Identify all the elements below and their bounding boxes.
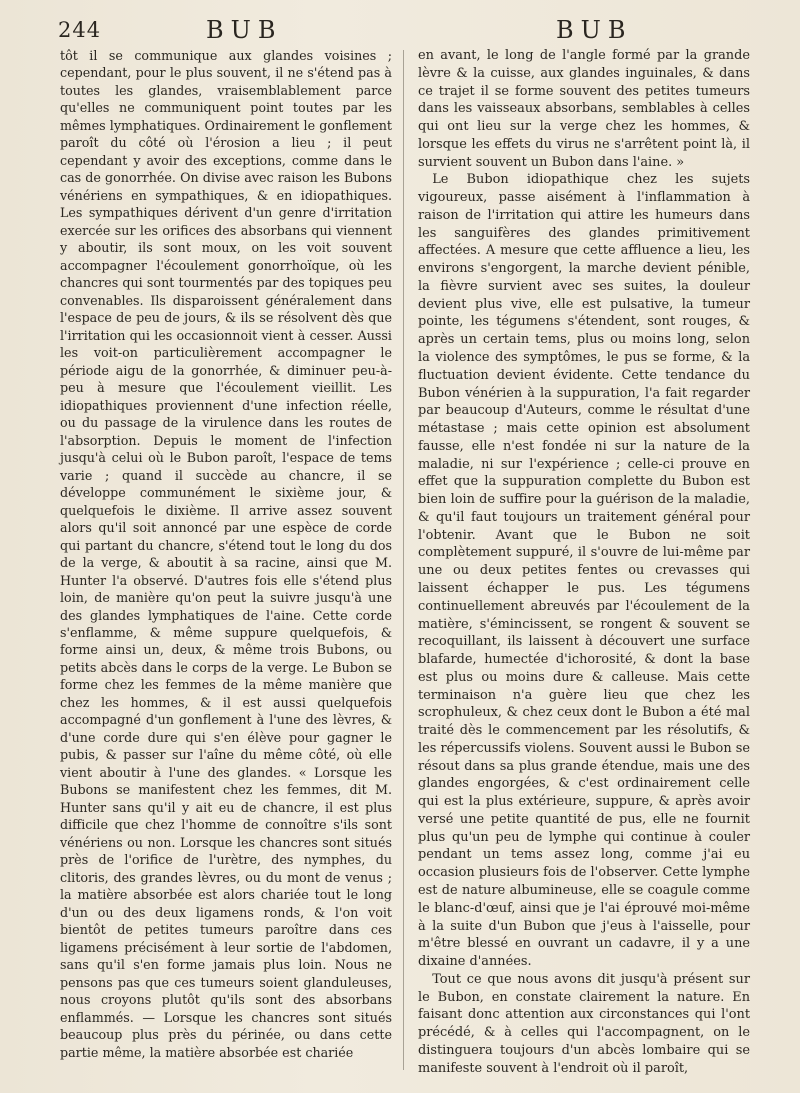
column-divider <box>403 50 404 1070</box>
paragraph: tôt il se communique aux glandes voisines ; cependant, pour le plus souvent, il ne s'étend pas à toutes les glandes, vraisemblablement parce qu'elles ne communiquent point toutes par les mêmes lymphatiques. Ordinairement le gonflement paroît du côté où l'érosion a lieu ; il peut cependant y avoir des exceptions, comme dans le cas de gonorrhée. On divise avec raison les Bubons vénériens en sympathiques, & en idiopathiques. Les sympathiques dérivent d'un genre d'irritation exercée sur les orifices des absorbans qui viennent y aboutir, ils sont moux, on les voit souvent accompagner l'écoulement gonorrhoïque, où les chancres qui sont tourmentés par des topiques peu convenables. Ils disparoissent généralement dans l'espace de peu de jours, & ils se résolvent dès que l'irritation qui les occasionnoit vient à cesser. Aussi les voit-on particulièrement accompagner le période aigu de la gonorrhée, & diminuer peu-à-peu à mesure que l'écoulement vieillit. Les idiopathiques proviennent d'une infection réelle, ou du passage de la virulence dans les routes de l'absorption. Depuis le moment de l'infection jusqu'à celui où le Bubon paroît, l'espace de tems varie ; quand il succède au chancre, il se développe communément le sixième jour, & quelquefois le dixième. Il arrive assez souvent alors qu'il soit annoncé par une espèce de corde qui partant du chancre, s'étend tout le long du dos de la verge, & aboutit à sa racine, ainsi que M. Hunter l'a observé. D'autres fois elle s'étend plus loin, de manière qu'on peut la suivre jusqu'à une des glandes lymphatiques de l'aine. Cette corde s'enflamme, & même suppure quelquefois, & forme ainsi un, deux, & même trois Bubons, ou petits abcès dans le corps de la verge. Le Bubon se forme chez les femmes de la même manière que chez les hommes, & il est aussi quelquefois accompagné d'un gonflement à l'une des lèvres, & d'une corde dure qui s'en élève pour gagner le pubis, & passer sur l'aîne du même côté, où elle vient aboutir à l'une des glandes. « Lorsque les Bubons se manifestent chez les femmes, dit M. Hunter sans qu'il y ait eu de chancre, il est plus difficile que chez l'homme de connoître s'ils sont vénériens ou non. Lorsque les chancres sont situés près de l'orifice de l'urètre, des nymphes, du clitoris, des grandes lèvres, ou du mont de venus ; la matière absorbée est alors chariée tout le long d'un ou des deux ligamens ronds, & l'on voit bientôt de petites tumeurs paroître dans ces ligamens précisément à leur sortie de l'abdomen, sans qu'il s'en forme jamais plus loin. Nous ne pensons pas que ces tumeurs soient glanduleuses, nous croyons plutôt qu'ils sont des absorbans enflammés. — Lorsque les chancres sont situés beaucoup plus près du périnée, ou dans cette partie même, la matière absorbée est chariée <box>60 48 392 1060</box>
paragraph: Tout ce que nous avons dit jusqu'à présent sur le Bubon, en constate clairement la nature. En faisant donc attention aux circonstances qui l'ont précédé, & à celles qui l'accompagnent, on le distinguera toujours d'un abcès lombaire qui se manifeste souvent à l'endroit où il paroît, <box>418 971 750 1076</box>
page-number: 244 <box>58 18 102 42</box>
running-header <box>58 16 770 48</box>
left-column <box>60 47 392 1061</box>
paragraph: en avant, le long de l'angle formé par la grande lèvre & la cuisse, aux glandes inguinales, & dans ce trajet il se forme souvent des petites tumeurs dans les vaisseaux absorbans, semblables à celles qui ont lieu sur la verge chez les hommes, & lorsque les effets du virus ne s'arrêtent point là, il survient souvent un Bubon dans l'aine. » <box>418 48 750 170</box>
paragraph: Le Bubon idiopathique chez les sujets vigoureux, passe aisément à l'inflammation à raison de l'irritation qui attire les humeurs dans les sanguifères des glandes primitivement affectées. A mesure que cette affluence a lieu, les environs s'engorgent, la marche devient pénible, la fièvre survient avec ses suites, la douleur devient plus vive, elle est pulsative, la tumeur pointe, les tégumens s'étendent, sont rouges, & après un certain tems, plus ou moins long, selon la violence des symptômes, le pus se forme, & la fluctuation devient évidente. Cette tendance du Bubon vénérien à la suppuration, l'a fait regarder par beaucoup d'Auteurs, comme le résultat d'une métastase ; mais cette opinion est absolument fausse, elle n'est fondée ni sur la nature de la maladie, ni sur l'expérience ; celle-ci prouve en effet que la suppuration complette du Bubon est bien loin de suffire pour la guérison de la maladie, & qu'il faut toujours un traitement général pour l'obtenir. Avant que le Bubon ne soit complètement suppuré, il s'ouvre de lui-même par une ou deux petites fentes ou crevasses qui laissent échapper le pus. Les tégumens continuellement abreuvés par l'écoulement de la matière, s'émincissent, se rongent & souvent se recoquillant, ils laissent à découvert une surface blafarde, humectée d'ichorosité, & dont la base est plus ou moins dure & calleuse. Mais cette terminaison n'a guère lieu que chez les scrophuleux, & chez ceux dont le Bubon a été mal traité dès le commencement par les résolutifs, & les répercussifs violens. Souvent aussi le Bubon se résout dans sa plus grande étendue, mais une des glandes engorgées, & c'est ordinairement celle qui est la plus extérieure, suppure, & après avoir versé une petite quantité de pus, elle ne fournit plus qu'un peu de lymphe qui continue à couler pendant un tems assez long, comme j'ai eu occasion plusieurs fois de l'observer. Cette lymphe est de nature albumineuse, elle se coagule comme le blanc-d'œuf, ainsi que je l'ai éprouvé moi-même à la suite d'un Bubon que j'eus à l'aisselle, pour m'être blessé en ouvrant un cadavre, il y a une dixaine d'années. <box>418 172 750 970</box>
right-column <box>418 47 750 1077</box>
running-head-left: BUB <box>206 16 283 44</box>
running-head-right: BUB <box>556 16 633 44</box>
